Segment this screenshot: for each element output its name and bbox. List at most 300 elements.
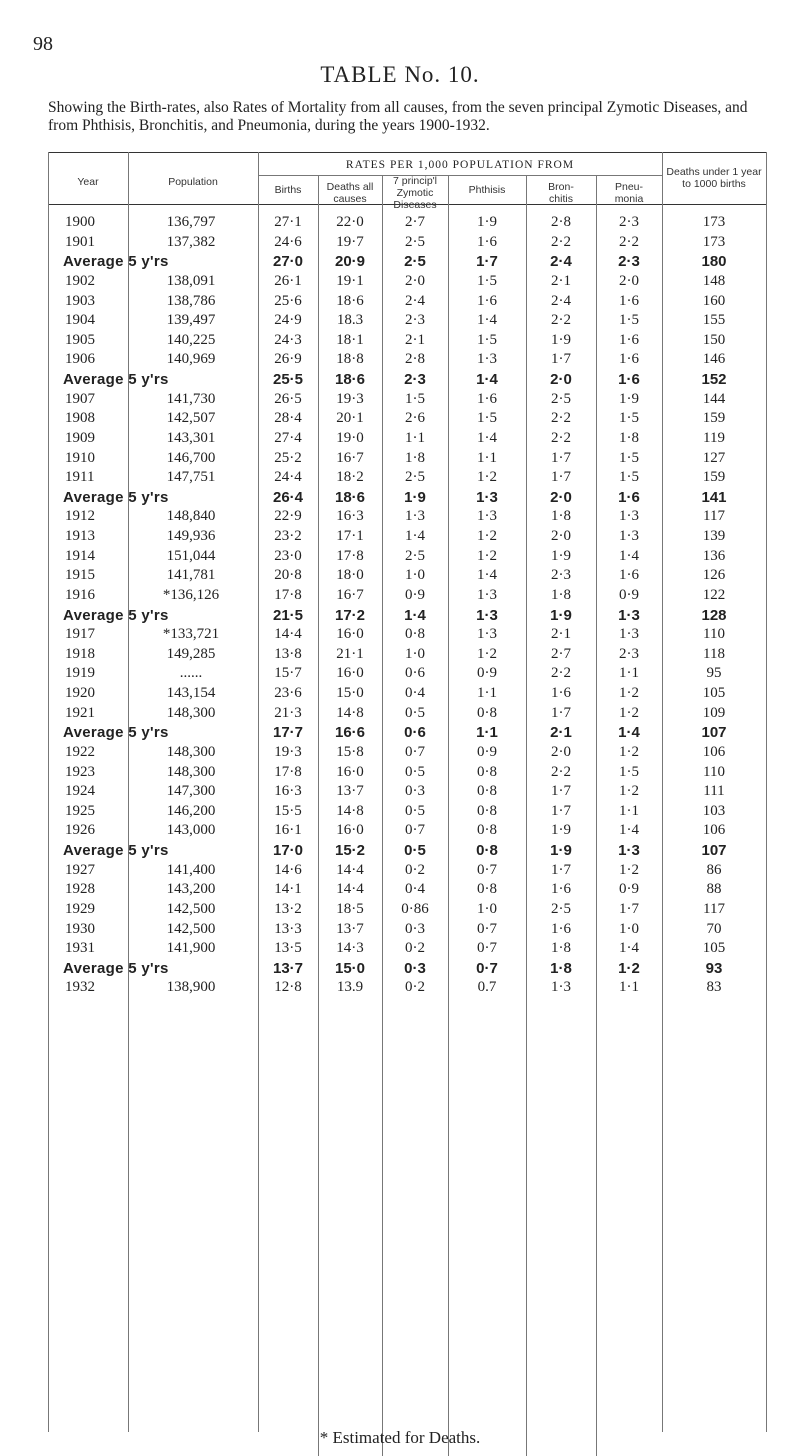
deaths-cell: 18·6 (334, 371, 366, 388)
bronchitis-cell: 1·6 (551, 685, 571, 701)
population-cell: 148,840 (166, 508, 216, 525)
deaths-cell: 19·1 (336, 272, 364, 289)
page-number: 98 (33, 33, 53, 55)
pneumonia-cell: 1·6 (619, 292, 639, 309)
infant-cell: 141 (701, 488, 727, 506)
year-cell: 1915 (65, 567, 95, 584)
pneumonia-cell: 1·4 (618, 724, 640, 742)
header-bronchitis: Bron- chitis (548, 181, 574, 205)
population-cell: ...... (179, 665, 203, 682)
infant-cell: 117 (703, 508, 725, 525)
year-cell: 1925 (65, 802, 95, 819)
pneumonia-cell: 1·2 (619, 704, 639, 721)
deaths-cell: 15·0 (336, 685, 364, 701)
infant-cell: 159 (702, 410, 726, 427)
infant-cell: 106 (702, 743, 726, 760)
births-cell: 16·3 (274, 783, 302, 800)
population-cell: 148,300 (166, 763, 216, 780)
phthisis-cell: 1·3 (476, 606, 498, 624)
bronchitis-cell: 1·9 (551, 547, 571, 564)
deaths-cell: 19·3 (336, 390, 364, 407)
phthisis-cell: 1·7 (476, 253, 498, 271)
births-cell: 15·5 (274, 802, 302, 819)
bronchitis-cell: 2·0 (550, 371, 572, 388)
population-cell: 141,400 (166, 861, 216, 878)
table-row (48, 684, 766, 704)
infant-cell: 83 (706, 979, 722, 996)
table-row (48, 213, 766, 233)
pneumonia-cell: 1·0 (619, 920, 639, 937)
bronchitis-cell: 2·5 (551, 900, 571, 917)
phthisis-cell: 1·5 (477, 331, 497, 348)
year-cell: 1927 (65, 861, 95, 878)
average-label: Average 5 y'rs (63, 724, 169, 742)
pneumonia-cell: 1·4 (619, 940, 639, 957)
population-cell: 142,507 (166, 410, 216, 427)
phthisis-cell: 0·7 (477, 861, 497, 878)
year-cell: 1929 (65, 900, 95, 917)
population-cell: 149,285 (166, 645, 216, 662)
deaths-cell: 17·1 (336, 528, 364, 544)
bronchitis-cell: 1·8 (551, 586, 571, 603)
zymotic-cell: 2·3 (405, 312, 425, 329)
infant-cell: 111 (703, 783, 725, 800)
phthisis-cell: 1·2 (477, 645, 497, 662)
year-cell: 1930 (65, 920, 95, 937)
zymotic-cell: 2·5 (405, 233, 425, 250)
phthisis-cell: 1·2 (477, 469, 497, 486)
average-row (48, 959, 766, 979)
births-cell: 28·4 (274, 410, 302, 427)
zymotic-cell: 0·3 (404, 959, 426, 977)
zymotic-cell: 1·5 (405, 390, 425, 407)
deaths-cell: 15·2 (334, 842, 366, 859)
zymotic-cell: 1·0 (405, 645, 425, 662)
table-row (48, 645, 766, 665)
population-cell: 138,786 (166, 292, 216, 309)
year-cell: 1913 (65, 528, 95, 544)
rates-group-header: RATES PER 1,000 POPULATION FROM (345, 159, 575, 171)
average-label: Average 5 y'rs (63, 606, 169, 624)
infant-cell: 127 (702, 449, 726, 466)
bronchitis-cell: 2·2 (551, 763, 571, 780)
infant-cell: 180 (701, 253, 727, 271)
births-cell: 24·6 (274, 233, 302, 250)
average-row (48, 370, 766, 390)
infant-cell: 105 (702, 940, 726, 957)
zymotic-cell: 0·3 (405, 920, 425, 937)
births-cell: 26·4 (272, 488, 304, 506)
bronchitis-cell: 1·7 (551, 351, 571, 368)
bronchitis-cell: 2·8 (551, 214, 571, 230)
births-cell: 12·8 (274, 979, 302, 996)
table-row (48, 566, 766, 586)
bronchitis-cell: 2·2 (551, 312, 571, 329)
pneumonia-cell: 1·4 (619, 547, 639, 564)
infant-cell: 88 (706, 881, 722, 898)
phthisis-cell: 1·2 (477, 547, 497, 564)
bronchitis-cell: 1·9 (550, 606, 572, 624)
infant-cell: 146 (702, 351, 726, 368)
zymotic-cell: 1·4 (405, 528, 425, 544)
bronchitis-cell: 2·4 (551, 292, 571, 309)
phthisis-cell: 1·5 (477, 272, 497, 289)
bronchitis-cell: 2·0 (550, 488, 572, 506)
population-cell: 147,751 (166, 469, 216, 486)
pneumonia-cell: 2·3 (619, 214, 639, 230)
deaths-cell: 16·6 (334, 724, 366, 742)
table-row (48, 350, 766, 370)
births-cell: 13·7 (272, 959, 304, 977)
table-row (48, 449, 766, 469)
table-row (48, 233, 766, 253)
zymotic-cell: 0·7 (405, 822, 425, 839)
average-label: Average 5 y'rs (63, 488, 169, 506)
header-year: Year (77, 176, 99, 188)
bronchitis-cell: 2·1 (551, 626, 571, 643)
population-cell: 138,900 (166, 979, 216, 996)
bronchitis-cell: 2·0 (551, 528, 571, 544)
bronchitis-cell: 1·7 (551, 469, 571, 486)
pneumonia-cell: 1·6 (618, 371, 640, 388)
year-cell: 1916 (65, 586, 95, 603)
table-row (48, 625, 766, 645)
zymotic-cell: 0·8 (405, 626, 425, 643)
phthisis-cell: 0·8 (477, 763, 497, 780)
infant-cell: 152 (701, 371, 727, 388)
deaths-cell: 19·0 (336, 429, 364, 446)
phthisis-cell: 1·3 (477, 626, 497, 643)
year-cell: 1902 (65, 272, 95, 289)
pneumonia-cell: 0·9 (619, 586, 639, 603)
phthisis-cell: 1·5 (477, 410, 497, 427)
pneumonia-cell: 1·8 (619, 429, 639, 446)
infant-cell: 148 (702, 272, 726, 289)
zymotic-cell: 1·3 (405, 508, 425, 525)
year-cell: 1910 (65, 449, 95, 466)
bronchitis-cell: 2·1 (550, 724, 572, 742)
infant-cell: 160 (702, 292, 726, 309)
births-cell: 13·3 (274, 920, 302, 937)
population-cell: 136,797 (166, 214, 216, 230)
pneumonia-cell: 1·3 (618, 842, 640, 859)
population-cell: 140,969 (166, 351, 216, 368)
population-cell: 141,781 (166, 567, 216, 584)
zymotic-cell: 0·7 (405, 743, 425, 760)
table-row (48, 331, 766, 351)
header-pneumonia: Pneu- monia (614, 181, 644, 205)
bronchitis-cell: 1·8 (551, 508, 571, 525)
population-cell: 151,044 (166, 547, 216, 564)
births-cell: 14·1 (274, 881, 302, 898)
year-cell: 1926 (65, 822, 95, 839)
infant-cell: 106 (702, 822, 726, 839)
zymotic-cell: 0·9 (405, 586, 425, 603)
phthisis-cell: 0·8 (477, 881, 497, 898)
pneumonia-cell: 1·2 (619, 685, 639, 701)
year-cell: 1921 (65, 704, 95, 721)
deaths-cell: 18·0 (336, 567, 364, 584)
phthisis-cell: 1·6 (477, 233, 497, 250)
population-cell: 142,500 (166, 900, 216, 917)
pneumonia-cell: 2·2 (619, 233, 639, 250)
pneumonia-cell: 1·6 (618, 488, 640, 506)
pneumonia-cell: 1·5 (619, 763, 639, 780)
bronchitis-cell: 1·7 (551, 861, 571, 878)
footnote: * Estimated for Deaths. (319, 1428, 481, 1447)
year-cell: 1917 (65, 626, 95, 643)
bronchitis-cell: 1·8 (550, 959, 572, 977)
zymotic-cell: 2·3 (404, 371, 426, 388)
zymotic-cell: 0·5 (405, 763, 425, 780)
table-row (48, 409, 766, 429)
deaths-cell: 15·0 (334, 959, 366, 977)
deaths-cell: 13·7 (336, 920, 364, 937)
pneumonia-cell: 1·6 (619, 351, 639, 368)
pneumonia-cell: 1·3 (618, 606, 640, 624)
infant-cell: 110 (703, 626, 725, 643)
phthisis-cell: 1·3 (477, 586, 497, 603)
zymotic-cell: 0·5 (404, 842, 426, 859)
phthisis-cell: 1·4 (476, 371, 498, 388)
infant-cell: 144 (702, 390, 726, 407)
header-population: Population (168, 176, 218, 188)
deaths-cell: 19·7 (336, 233, 364, 250)
pneumonia-cell: 1·1 (619, 802, 639, 819)
births-cell: 21·3 (274, 704, 302, 721)
bronchitis-cell: 2·2 (551, 233, 571, 250)
bronchitis-cell: 1·6 (551, 920, 571, 937)
births-cell: 23·2 (274, 528, 302, 544)
births-cell: 22·9 (274, 508, 302, 525)
infant-cell: 105 (702, 685, 726, 701)
deaths-cell: 20·9 (334, 253, 366, 271)
year-cell: 1931 (65, 940, 95, 957)
pneumonia-cell: 1·5 (619, 449, 639, 466)
births-cell: 15·7 (274, 665, 302, 682)
bronchitis-cell: 2·4 (550, 253, 572, 271)
pneumonia-cell: 1·5 (619, 469, 639, 486)
pneumonia-cell: 1·2 (619, 783, 639, 800)
zymotic-cell: 2·5 (405, 469, 425, 486)
bronchitis-cell: 1·7 (551, 802, 571, 819)
deaths-cell: 22·0 (336, 214, 364, 230)
deaths-cell: 16·0 (336, 626, 364, 643)
zymotic-cell: 0·4 (405, 881, 425, 898)
pneumonia-cell: 1·2 (618, 959, 640, 977)
deaths-cell: 17·8 (336, 547, 364, 564)
bronchitis-cell: 2·5 (551, 390, 571, 407)
deaths-cell: 16·0 (336, 763, 364, 780)
deaths-cell: 18.3 (336, 312, 364, 329)
births-cell: 26·5 (274, 390, 302, 407)
phthisis-cell: 0·8 (477, 704, 497, 721)
zymotic-cell: 1·8 (405, 449, 425, 466)
pneumonia-cell: 0·9 (619, 881, 639, 898)
pneumonia-cell: 1·3 (619, 528, 639, 544)
population-cell: 143,154 (166, 685, 216, 701)
population-cell: 141,730 (166, 390, 216, 407)
bronchitis-cell: 1·9 (551, 331, 571, 348)
table-row (48, 861, 766, 881)
table-row (48, 468, 766, 488)
infant-cell: 139 (702, 528, 726, 544)
births-cell: 17·8 (274, 763, 302, 780)
deaths-cell: 18·8 (336, 351, 364, 368)
table-body (48, 213, 766, 998)
bronchitis-cell: 1·7 (551, 449, 571, 466)
infant-cell: 126 (702, 567, 726, 584)
zymotic-cell: 2·7 (405, 214, 425, 230)
births-cell: 27·1 (274, 214, 302, 230)
pneumonia-cell: 2·0 (619, 272, 639, 289)
phthisis-cell: 0·8 (477, 822, 497, 839)
phthisis-cell: 1·1 (477, 449, 497, 466)
pneumonia-cell: 1·5 (619, 410, 639, 427)
pneumonia-cell: 1·4 (619, 822, 639, 839)
births-cell: 21·5 (272, 606, 304, 624)
year-cell: 1907 (65, 390, 95, 407)
births-cell: 27·4 (274, 429, 302, 446)
year-cell: 1904 (65, 312, 95, 329)
births-cell: 13·2 (274, 900, 302, 917)
table-caption: Showing the Birth-rates, also Rates of Mortality from all causes, from the seven principal Zymotic Diseases, and from Phthisis, Bronchitis, and Pneumonia, during the years 1900-1932. (48, 99, 748, 134)
births-cell: 26·1 (274, 272, 302, 289)
year-cell: 1905 (65, 331, 95, 348)
infant-cell: 107 (701, 724, 727, 742)
phthisis-cell: 1·1 (476, 724, 498, 742)
infant-cell: 109 (702, 704, 726, 721)
table-row (48, 704, 766, 724)
bronchitis-cell: 1·9 (550, 842, 572, 859)
pneumonia-cell: 1·2 (619, 743, 639, 760)
births-cell: 26·9 (274, 351, 302, 368)
header-phthisis: Phthisis (468, 184, 506, 196)
zymotic-cell: 2·1 (405, 331, 425, 348)
year-cell: 1919 (65, 665, 95, 682)
births-cell: 23·6 (274, 685, 302, 701)
population-cell: 143,200 (166, 881, 216, 898)
table-row (48, 586, 766, 606)
average-row (48, 252, 766, 272)
average-row (48, 488, 766, 508)
header-infant-deaths: Deaths under 1 year to 1000 births (666, 166, 762, 190)
phthisis-cell: 0·7 (477, 940, 497, 957)
table-row (48, 743, 766, 763)
phthisis-cell: 1·3 (477, 351, 497, 368)
zymotic-cell: 2·5 (404, 253, 426, 271)
pneumonia-cell: 1·1 (619, 979, 639, 996)
pneumonia-cell: 1·9 (619, 390, 639, 407)
population-cell: *133,721 (162, 626, 220, 643)
births-cell: 24·4 (274, 469, 302, 486)
zymotic-cell: 2·8 (405, 351, 425, 368)
phthisis-cell: 1·0 (477, 900, 497, 917)
table-row (48, 272, 766, 292)
phthisis-cell: 1·4 (477, 429, 497, 446)
infant-cell: 159 (702, 469, 726, 486)
population-cell: 149,936 (166, 528, 216, 544)
phthisis-cell: 0·7 (477, 920, 497, 937)
table-row (48, 978, 766, 998)
average-label: Average 5 y'rs (63, 253, 169, 271)
population-cell: 143,301 (166, 429, 216, 446)
zymotic-cell: 0·86 (401, 900, 429, 917)
births-cell: 24·9 (274, 312, 302, 329)
year-cell: 1932 (65, 979, 95, 996)
bronchitis-cell: 1·8 (551, 940, 571, 957)
infant-cell: 93 (705, 959, 723, 977)
pneumonia-cell: 1·6 (619, 567, 639, 584)
bronchitis-cell: 1·7 (551, 783, 571, 800)
table-row (48, 763, 766, 783)
deaths-cell: 21·1 (336, 645, 364, 662)
births-cell: 27·0 (272, 253, 304, 271)
deaths-cell: 14·8 (336, 704, 364, 721)
phthisis-cell: 1·9 (477, 214, 497, 230)
year-cell: 1924 (65, 783, 95, 800)
pneumonia-cell: 1·3 (619, 508, 639, 525)
zymotic-cell: 1·0 (405, 567, 425, 584)
bronchitis-cell: 2·7 (551, 645, 571, 662)
deaths-cell: 18·5 (336, 900, 364, 917)
births-cell: 25·5 (272, 371, 304, 388)
pneumonia-cell: 1·2 (619, 861, 639, 878)
phthisis-cell: 1·1 (477, 685, 497, 701)
infant-cell: 136 (702, 547, 726, 564)
table-row (48, 900, 766, 920)
table-row (48, 782, 766, 802)
population-cell: 138,091 (166, 272, 216, 289)
year-cell: 1928 (65, 881, 95, 898)
deaths-cell: 14·4 (336, 861, 364, 878)
average-row (48, 723, 766, 743)
year-cell: 1906 (65, 351, 95, 368)
average-row (48, 841, 766, 861)
infant-cell: 107 (701, 842, 727, 859)
infant-cell: 118 (703, 645, 725, 662)
bronchitis-cell: 2·3 (551, 567, 571, 584)
deaths-cell: 13.9 (336, 979, 364, 996)
year-cell: 1909 (65, 429, 95, 446)
deaths-cell: 14·4 (336, 881, 364, 898)
infant-cell: 122 (702, 586, 726, 603)
births-cell: 17·0 (272, 842, 304, 859)
table-row (48, 292, 766, 312)
bronchitis-cell: 2·2 (551, 410, 571, 427)
bronchitis-cell: 1·6 (551, 881, 571, 898)
year-cell: 1900 (65, 214, 95, 230)
deaths-cell: 16·7 (336, 449, 364, 466)
deaths-cell: 16·0 (336, 665, 364, 682)
year-cell: 1912 (65, 508, 95, 525)
header-zymotic: 7 princip'l Zymotic Diseases (392, 175, 438, 211)
deaths-cell: 18·1 (336, 331, 364, 348)
population-cell: 147,300 (166, 783, 216, 800)
year-cell: 1901 (65, 233, 95, 250)
bronchitis-cell: 2·2 (551, 665, 571, 682)
average-label: Average 5 y'rs (63, 371, 169, 388)
table-row (48, 311, 766, 331)
year-cell: 1908 (65, 410, 95, 427)
phthisis-cell: 0·9 (477, 665, 497, 682)
population-cell: 140,225 (166, 331, 216, 348)
phthisis-cell: 1·6 (477, 292, 497, 309)
table-row (48, 664, 766, 684)
table-row (48, 390, 766, 410)
zymotic-cell: 0·4 (405, 685, 425, 701)
pneumonia-cell: 1·7 (619, 900, 639, 917)
